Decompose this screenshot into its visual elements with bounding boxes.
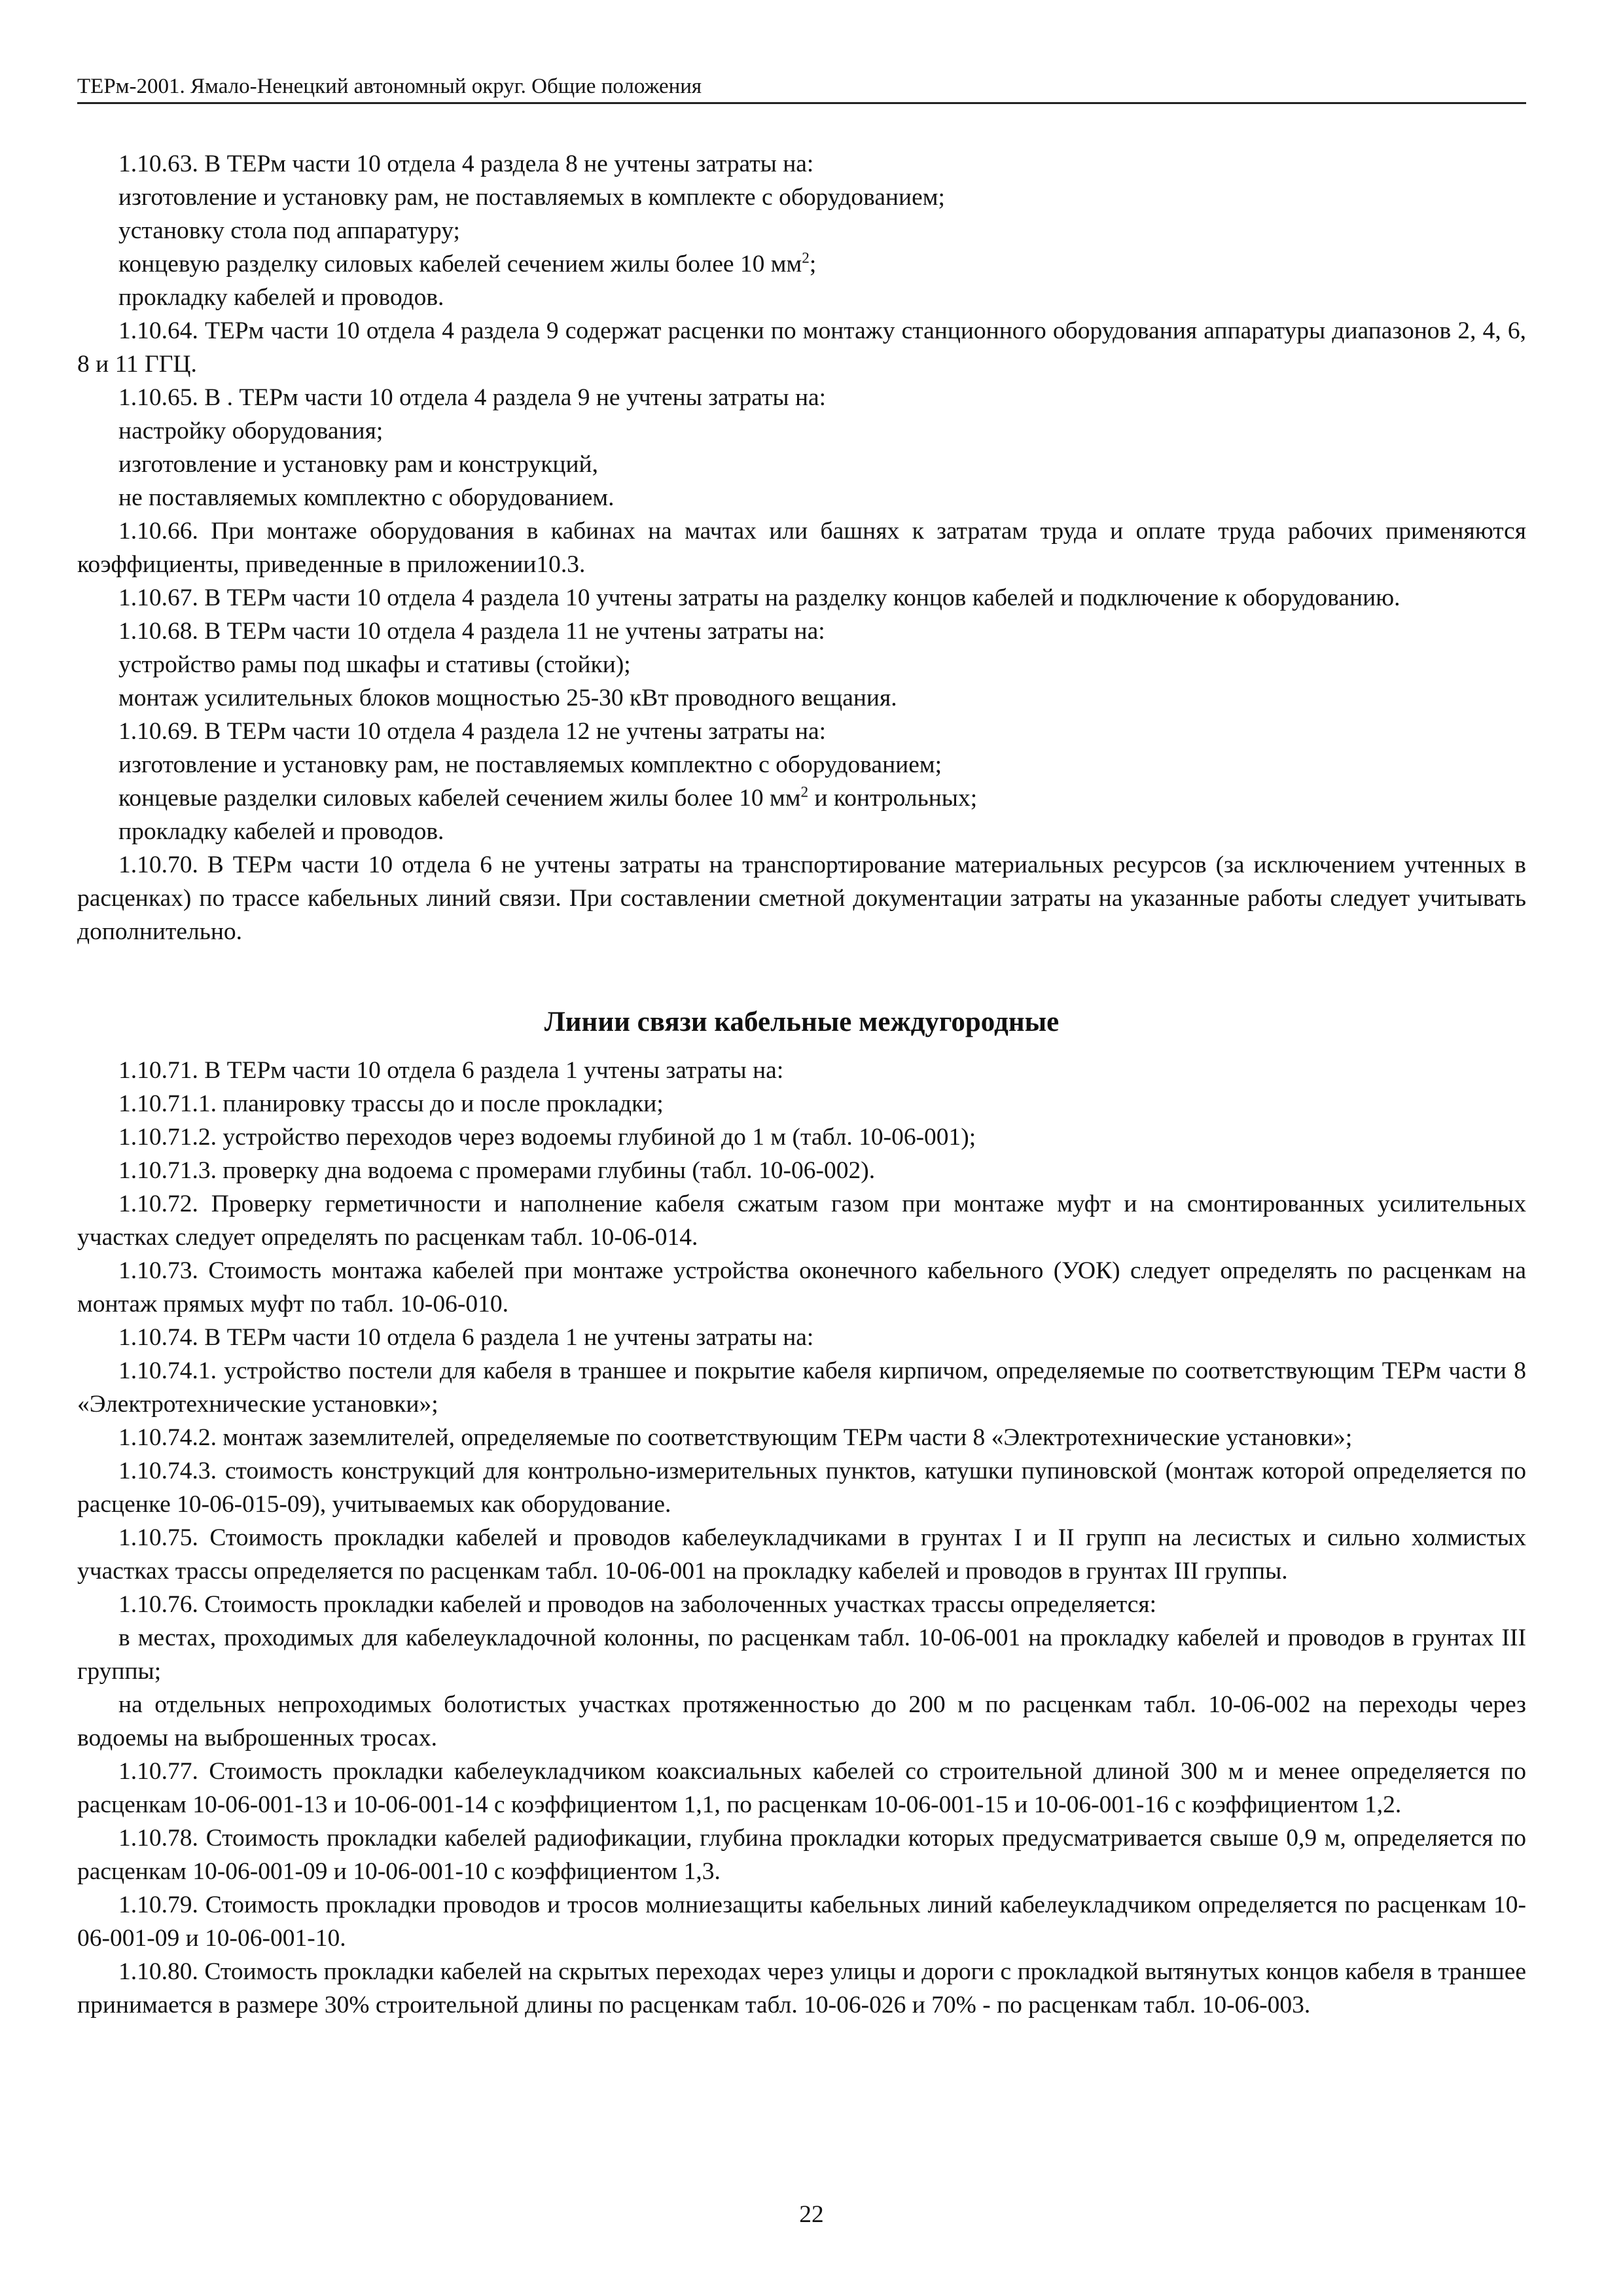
paragraph: 1.10.80. Стоимость прокладки кабелей на скрытых переходах через улицы и дороги с прокладкой вытянутых концов кабеля в траншее принимается в размере 30% строительной длины по расценкам табл. 10-06-026 и 70% - по расценкам табл. 10-06-003. (77, 1958, 1526, 2018)
paragraph: 1.10.71.2. устройство переходов через водоемы глубиной до 1 м (табл. 10-06-001); (118, 1124, 976, 1151)
paragraph: 1.10.74.2. монтаж заземлителей, определяемые по соответствующим ТЕРм части 8 «Электротехнические установки»; (118, 1424, 1353, 1451)
paragraph: на отдельных непроходимых болотистых участках протяженностью до 200 м по расценкам табл. 10-06-002 на переходы через водоемы на выброшенных тросах. (77, 1691, 1526, 1751)
paragraph: 1.10.72. Проверку герметичности и наполнение кабеля сжатым газом при монтаже муфт и на смонтированных усилительных участках следует определять по расценкам табл. 10-06-014. (77, 1191, 1526, 1251)
list-item: прокладку кабелей и проводов. (118, 284, 444, 311)
list-item: настройку оборудования; (118, 418, 383, 444)
paragraph: 1.10.63. В ТЕРм части 10 отдела 4 раздела 8 не учтены затраты на: (118, 151, 814, 177)
list-item: прокладку кабелей и проводов. (118, 818, 444, 845)
page-number: 22 (799, 2201, 824, 2228)
running-header: ТЕРм-2001. Ямало-Ненецкий автономный округ. Общие положения (77, 73, 1526, 104)
paragraph: 1.10.75. Стоимость прокладки кабелей и проводов кабелеукладчиками в грунтах I и II групп на лесистых и сильно холмистых участках трассы определяется по расценкам табл. 10-06-001 на прокладку кабелей и проводов в грунтах III группы. (77, 1524, 1526, 1585)
list-item: монтаж усилительных блоков мощностью 25-30 кВт проводного вещания. (118, 685, 897, 711)
paragraph: 1.10.74.3. стоимость конструкций для контрольно-измерительных пунктов, катушки пупиновской (монтаж которой определяется по расценке 10-06-015-09), учитываемых как оборудование. (77, 1458, 1526, 1518)
page-content (77, 147, 1526, 2022)
paragraph: 1.10.66. При монтаже оборудования в кабинах на мачтах или башнях к затратам труда и оплате труда рабочих применяются коэффициенты, приведенные в приложении10.3. (77, 518, 1526, 578)
paragraph: 1.10.68. В ТЕРм части 10 отдела 4 раздела 11 не учтены затраты на: (118, 618, 825, 645)
section-title: Линии связи кабельные междугородные (544, 1007, 1060, 1037)
list-item: установку стола под аппаратуру; (118, 217, 460, 244)
paragraph: 1.10.78. Стоимость прокладки кабелей радиофикации, глубина прокладки которых предусматривается свыше 0,9 м, определяется по расценкам 10-06-001-09 и 10-06-001-10 с коэффициентом 1,3. (77, 1825, 1526, 1885)
paragraph: 1.10.71.1. планировку трассы до и после прокладки; (118, 1090, 664, 1117)
list-item: концевую разделку силовых кабелей сечением жилы более 10 $мм^2$; (118, 249, 817, 278)
paragraphs-group-2 (77, 1054, 1526, 2022)
paragraph: 1.10.73. Стоимость монтажа кабелей при монтаже устройства оконечного кабельного (УОК) следует определять по расценкам на монтаж прямых муфт по табл. 10-06-010. (77, 1257, 1526, 1318)
paragraph: 1.10.70. В ТЕРм части 10 отдела 6 не учтены затраты на транспортирование материальных ресурсов (за исключением учтенных в расценках) по трассе кабельных линий связи. При составлении сметной документации затраты на указанные работы следует учитывать дополнительно. (77, 852, 1526, 945)
paragraph: 1.10.79. Стоимость прокладки проводов и тросов молниезащиты кабельных линий кабелеукладчиком определяется по расценкам 10-06-001-09 и 10-06-001-10. (77, 1892, 1526, 1952)
paragraph: 1.10.71. В ТЕРм части 10 отдела 6 раздела 1 учтены затраты на: (118, 1057, 784, 1084)
superscript: 2 (802, 249, 810, 267)
list-item: устройство рамы под шкафы и стативы (стойки); (118, 651, 631, 678)
list-item: концевые разделки силовых кабелей сечением жилы более 10 $мм^2$ и контрольных; (118, 783, 978, 812)
list-item: не поставляемых комплектно с оборудованием. (118, 484, 615, 511)
paragraphs-group-1 (77, 147, 1526, 948)
list-item: изготовление и установку рам и конструкций, (118, 451, 598, 478)
paragraph: 1.10.74.1. устройство постели для кабеля в траншее и покрытие кабеля кирпичом, определяемые по соответствующим ТЕРм части 8 «Электротехнические установки»; (77, 1357, 1526, 1418)
list-item: изготовление и установку рам, не поставляемых в комплекте с оборудованием; (118, 184, 945, 211)
superscript: 2 (800, 783, 809, 801)
paragraph: 1.10.64. ТЕРм части 10 отдела 4 раздела 9 содержат расценки по монтажу станционного оборудования аппаратуры диапазонов 2, 4, 6, 8 и 11 ГГЦ. (77, 317, 1526, 378)
paragraph: 1.10.67. В ТЕРм части 10 отдела 4 раздела 10 учтены затраты на разделку концов кабелей и подключение к оборудованию. (118, 584, 1400, 611)
paragraph: в местах, проходимых для кабелеукладочной колонны, по расценкам табл. 10-06-001 на прокладку кабелей и проводов в грунтах III группы; (77, 1624, 1526, 1685)
paragraph: 1.10.65. В . ТЕРм части 10 отдела 4 раздела 9 не учтены затраты на: (118, 384, 827, 411)
paragraph: 1.10.74. В ТЕРм части 10 отдела 6 раздела 1 не учтены затраты на: (118, 1324, 814, 1351)
paragraph: 1.10.69. В ТЕРм части 10 отдела 4 раздела 12 не учтены затраты на: (118, 718, 827, 745)
paragraph: 1.10.76. Стоимость прокладки кабелей и проводов на заболоченных участках трассы определяется: (118, 1591, 1157, 1618)
paragraph: 1.10.71.3. проверку дна водоема с промерами глубины (табл. 10-06-002). (118, 1157, 876, 1184)
paragraph: 1.10.77. Стоимость прокладки кабелеукладчиком коаксиальных кабелей со строительной длиной 300 м и менее определяется по расценкам 10-06-001-13 и 10-06-001-14 с коэффициентом 1,1, по расценкам 10-06-001-15 и 10-06-001-16 с коэффициентом 1,2. (77, 1758, 1526, 1818)
list-item: изготовление и установку рам, не поставляемых комплектно с оборудованием; (118, 751, 942, 778)
